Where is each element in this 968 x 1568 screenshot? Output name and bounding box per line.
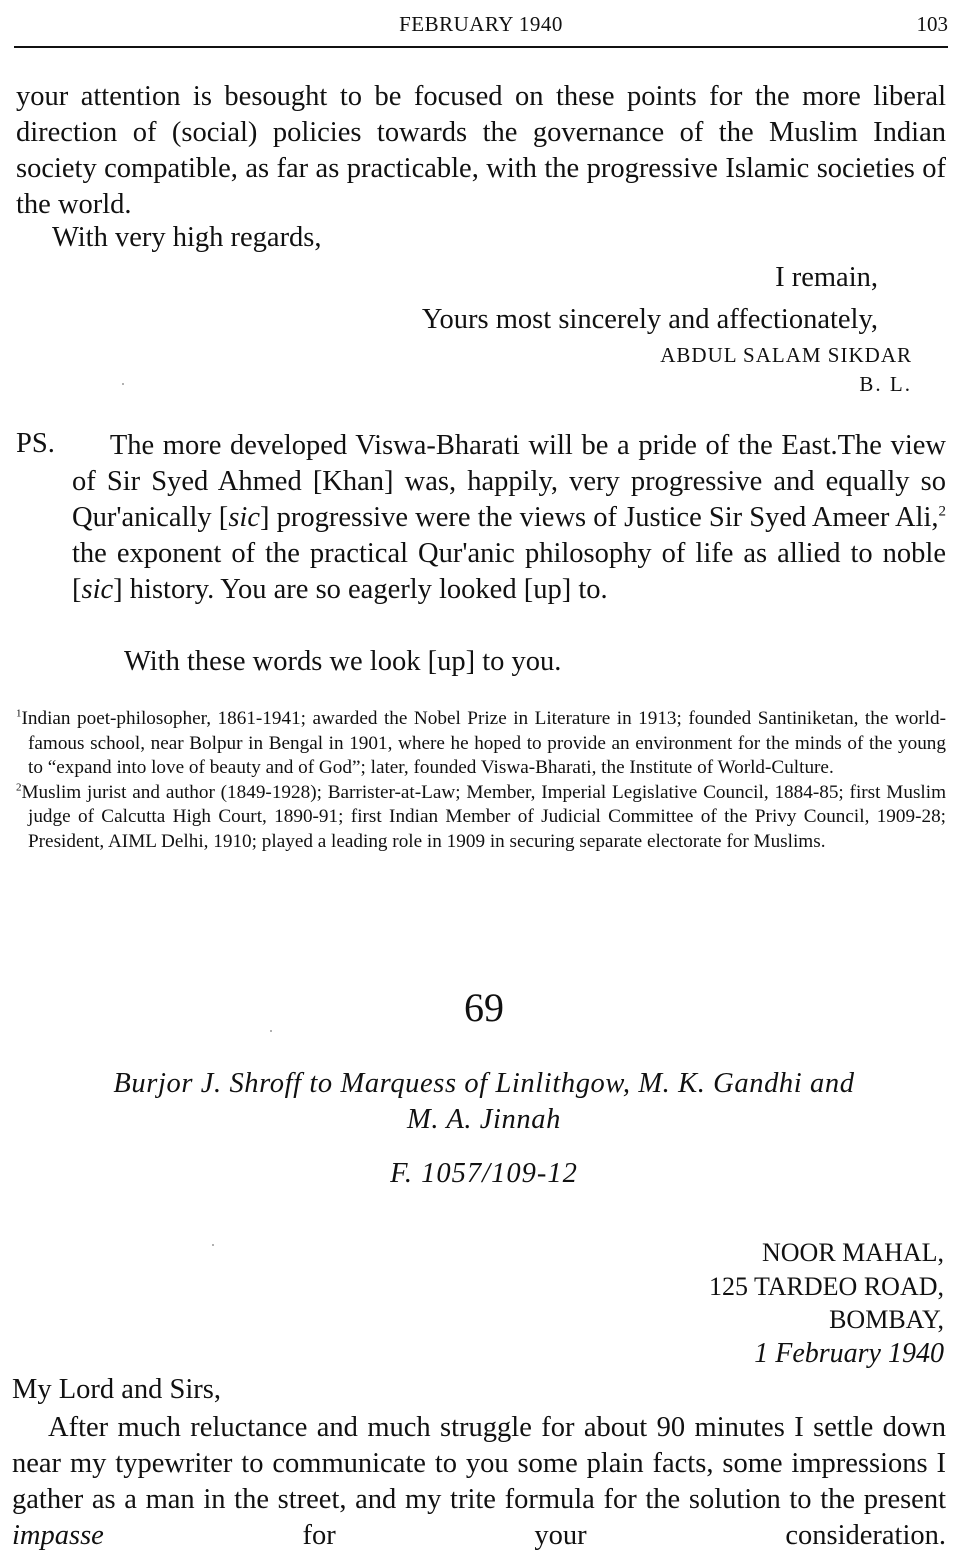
- address-line-2: 125 TARDEO ROAD,: [708, 1271, 944, 1301]
- header-rule: [14, 46, 948, 48]
- scan-speck: [270, 1030, 272, 1032]
- footnote-1: $^1$Indian poet-philosopher, 1861-1941; awarded the Nobel Prize in Literature in 1913; founded Santiniketan, the world-famous school, near Bolpur in Bengal in 1901, where he hoped to provide an environment for the minds of the young to “expand into love of beauty and of God”; later, founded Viswa-Bharati, the Institute of World-Culture.: [16, 707, 946, 778]
- address-line-1: NOOR MAHAL,: [762, 1238, 944, 1267]
- document-title: Burjor J. Shroff to Marquess of Linlithgow, M. K. Gandhi and M. A. Jinnah: [113, 1068, 855, 1135]
- salutation: My Lord and Sirs,: [12, 1374, 221, 1405]
- postscript-closing: With these words we look [up] to you.: [124, 646, 562, 677]
- regards-line: With very high regards,: [52, 222, 322, 253]
- sender-address: [709, 1236, 944, 1370]
- valediction: Yours most sincerely and affectionately,: [421, 304, 878, 335]
- postscript-text: The more developed Viswa-Bharati will be a pride of the East.The view of Sir Syed Ahmed [Khan] was, happily, very progressive and equally so Qur'anically [sic] progressive were the views of Justice Sir Syed Ameer Ali,$^2$ the exponent of the practical Qur'anic philosophy of life as allied to noble [sic] history. You are so eagerly looked [up] to.: [72, 430, 947, 605]
- page-header: [14, 6, 948, 46]
- letter-date: 1 February 1940: [754, 1337, 944, 1369]
- page-number: 103: [916, 12, 948, 36]
- document-number: 69: [464, 985, 504, 1030]
- postscript-label: PS.: [16, 428, 55, 459]
- footnote-2: $^2$Muslim jurist and author (1849-1928); Barrister-at-Law; Member, Imperial Legislative Council, 1884-85; first Muslim judge of Calcutta High Court, 1890-91; first Indian Member of Judicial Committee of the Privy Council, 1909-28; President, AIML Delhi, 1910; played a leading role in 1909 in securing separate electorate for Muslims.: [16, 781, 946, 852]
- signer-name: ABDUL SALAM SIKDAR: [660, 343, 912, 367]
- document-reference: F. 1057/109-12: [390, 1158, 578, 1189]
- footnotes: [16, 707, 946, 854]
- signer-degree: B. L.: [859, 372, 912, 396]
- footnote-ref: 2: [938, 503, 947, 520]
- address-line-3: BOMBAY,: [829, 1305, 944, 1334]
- scan-speck: [212, 1244, 214, 1246]
- closing-paragraph: your attention is besought to be focused on these points for the more liberal direction of (social) policies towards the governance of the Muslim Indian society compatible, as far as practicable, with the progressive Islamic societies of the world.: [16, 81, 946, 220]
- scan-speck: [122, 383, 124, 385]
- letter-body: After much reluctance and much struggle for about 90 minutes I settle down near my typewriter to communicate to you some plain facts, some impressions I gather as a man in the street, and my trite formula for the solution to the present impasse for your consideration.: [12, 1412, 946, 1551]
- running-title: FEBRUARY 1940: [399, 12, 563, 36]
- remain-line: I remain,: [775, 262, 878, 293]
